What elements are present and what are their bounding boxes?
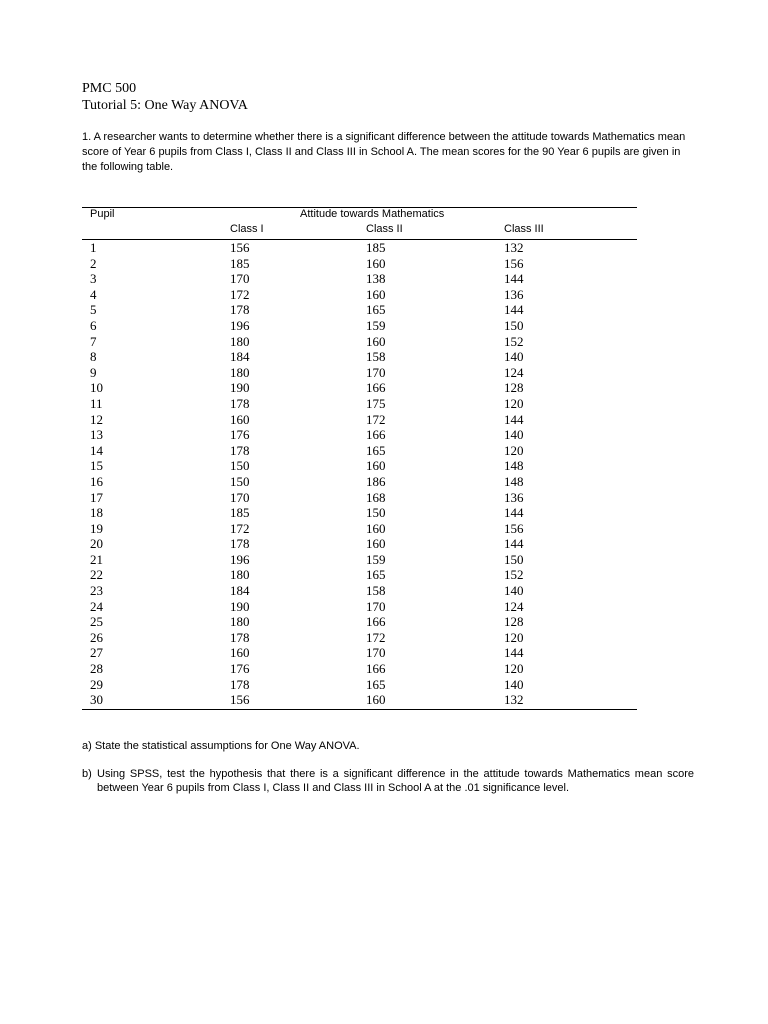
table-row [82,412,637,428]
class-3-score: 150 [504,317,524,333]
question-a: a) State the statistical assumptions for One Way ANOVA. [82,740,360,752]
class-2-score: 160 [366,520,386,536]
table-row [82,302,637,318]
class-1-header: Class I [230,223,264,235]
pupil-number: 26 [90,629,103,645]
class-2-score: 166 [366,661,386,677]
class-2-score: 158 [366,349,386,365]
pupil-number: 3 [90,271,97,287]
pupil-number: 8 [90,349,97,365]
class-1-score: 180 [230,614,250,630]
table-row [82,287,637,303]
class-1-score: 180 [230,364,250,380]
class-2-score: 172 [366,629,386,645]
pupil-number: 10 [90,380,103,396]
class-3-score: 120 [504,629,524,645]
class-2-score: 165 [366,567,386,583]
class-3-score: 144 [504,302,524,318]
table-row [82,645,637,661]
class-2-score: 160 [366,255,386,271]
pupil-number: 7 [90,333,97,349]
class-1-score: 170 [230,271,250,287]
table-row [82,661,637,677]
table-row [82,599,637,615]
class-1-score: 178 [230,629,250,645]
pupil-number: 14 [90,442,103,458]
pupil-number: 18 [90,505,103,521]
attitude-group-header: Attitude towards Mathematics [300,208,445,220]
pupil-number: 21 [90,551,103,567]
class-2-score: 166 [366,427,386,443]
pupil-number: 9 [90,364,97,380]
table-row [82,318,637,334]
class-3-score: 144 [504,505,524,521]
class-1-score: 156 [230,240,250,255]
table-row [82,630,637,646]
class-3-score: 124 [504,364,524,380]
pupil-number: 27 [90,645,103,661]
pupil-number: 15 [90,458,103,474]
class-3-score: 152 [504,567,524,583]
class-3-header: Class III [504,223,544,235]
class-2-score: 158 [366,583,386,599]
pupil-number: 1 [90,240,97,255]
table-row [82,256,637,272]
class-2-score: 160 [366,536,386,552]
class-3-score: 140 [504,583,524,599]
pupil-number: 11 [90,395,103,411]
pupil-number: 17 [90,489,103,505]
class-2-score: 186 [366,473,386,489]
class-1-score: 196 [230,317,250,333]
table-row [82,380,637,396]
class-2-score: 170 [366,598,386,614]
table-row [82,349,637,365]
pupil-number: 16 [90,473,103,489]
table-body [82,240,637,708]
class-2-score: 160 [366,692,386,708]
class-3-score: 132 [504,240,524,255]
class-1-score: 150 [230,473,250,489]
table-row [82,427,637,443]
class-2-score: 168 [366,489,386,505]
class-2-score: 160 [366,286,386,302]
question-b [82,767,694,795]
class-3-score: 148 [504,458,524,474]
class-3-score: 120 [504,442,524,458]
pupil-number: 25 [90,614,103,630]
class-1-score: 184 [230,583,250,599]
table-row [82,490,637,506]
table-row [82,365,637,381]
class-2-score: 160 [366,333,386,349]
class-3-score: 128 [504,614,524,630]
class-2-score: 170 [366,645,386,661]
table-row [82,567,637,583]
class-1-score: 196 [230,551,250,567]
table-row [82,396,637,412]
pupil-column-header: Pupil [90,208,115,220]
table-row [82,552,637,568]
table-row [82,271,637,287]
class-1-score: 178 [230,395,250,411]
class-2-score: 159 [366,317,386,333]
class-1-score: 172 [230,520,250,536]
table-row [82,443,637,459]
class-3-score: 132 [504,692,524,708]
class-3-score: 156 [504,255,524,271]
class-3-score: 144 [504,271,524,287]
class-2-score: 170 [366,364,386,380]
class-1-score: 172 [230,286,250,302]
class-1-score: 178 [230,442,250,458]
table-row [82,692,637,708]
class-1-score: 190 [230,598,250,614]
class-1-score: 185 [230,255,250,271]
class-1-score: 190 [230,380,250,396]
table-row [82,334,637,350]
tutorial-title: Tutorial 5: One Way ANOVA [82,98,248,113]
class-2-score: 166 [366,614,386,630]
class-3-score: 120 [504,395,524,411]
class-1-score: 180 [230,567,250,583]
class-3-score: 150 [504,551,524,567]
pupil-number: 30 [90,692,103,708]
question-b-label: b) [82,768,92,780]
table-row [82,521,637,537]
class-1-score: 180 [230,333,250,349]
class-2-score: 165 [366,676,386,692]
pupil-number: 29 [90,676,103,692]
class-2-score: 185 [366,240,386,255]
pupil-number: 6 [90,317,97,333]
table-row [82,677,637,693]
class-2-score: 160 [366,458,386,474]
table-row [82,474,637,490]
pupil-number: 24 [90,598,103,614]
class-1-score: 178 [230,536,250,552]
question-intro: 1. A researcher wants to determine whether there is a significant difference between the attitude towards Mathematics mean score of Year 6 pupils from Class I, Class II and Class III in School A. The mean scores for the 90 Year 6 pupils are given in the following table. [82,131,686,173]
table-row [82,536,637,552]
class-2-score: 165 [366,302,386,318]
class-3-score: 140 [504,427,524,443]
class-3-score: 136 [504,286,524,302]
course-code: PMC 500 [82,81,137,96]
question-b-text: Using SPSS, test the hypothesis that there is a significant difference in the attitude towards Mathematics mean score between Year 6 pupils from Class I, Class II and Class III in School A at the .01 significance level. [97,768,694,794]
class-2-score: 172 [366,411,386,427]
class-3-score: 144 [504,536,524,552]
class-2-score: 166 [366,380,386,396]
pupil-number: 2 [90,255,97,271]
class-2-score: 175 [366,395,386,411]
class-1-score: 178 [230,302,250,318]
class-1-score: 160 [230,411,250,427]
table-row [82,614,637,630]
class-2-score: 138 [366,271,386,287]
class-1-score: 156 [230,692,250,708]
class-1-score: 185 [230,505,250,521]
pupil-number: 28 [90,661,103,677]
class-3-score: 144 [504,645,524,661]
class-1-score: 184 [230,349,250,365]
class-3-score: 152 [504,333,524,349]
table-row [82,240,637,256]
class-3-score: 124 [504,598,524,614]
table-row [82,583,637,599]
pupil-number: 4 [90,286,97,302]
class-2-score: 159 [366,551,386,567]
class-3-score: 120 [504,661,524,677]
pupil-number: 20 [90,536,103,552]
class-3-score: 140 [504,676,524,692]
scores-table [82,207,637,710]
class-3-score: 144 [504,411,524,427]
class-1-score: 170 [230,489,250,505]
pupil-number: 12 [90,411,103,427]
table-row [82,458,637,474]
class-1-score: 150 [230,458,250,474]
table-row [82,505,637,521]
class-1-score: 176 [230,661,250,677]
class-3-score: 128 [504,380,524,396]
pupil-number: 23 [90,583,103,599]
table-bottom-rule [82,709,637,710]
pupil-number: 22 [90,567,103,583]
class-3-score: 140 [504,349,524,365]
class-2-header: Class II [366,223,403,235]
class-3-score: 148 [504,473,524,489]
pupil-number: 13 [90,427,103,443]
class-2-score: 165 [366,442,386,458]
class-3-score: 136 [504,489,524,505]
class-1-score: 178 [230,676,250,692]
class-2-score: 150 [366,505,386,521]
pupil-number: 5 [90,302,97,318]
class-1-score: 176 [230,427,250,443]
pupil-number: 19 [90,520,103,536]
class-1-score: 160 [230,645,250,661]
class-3-score: 156 [504,520,524,536]
